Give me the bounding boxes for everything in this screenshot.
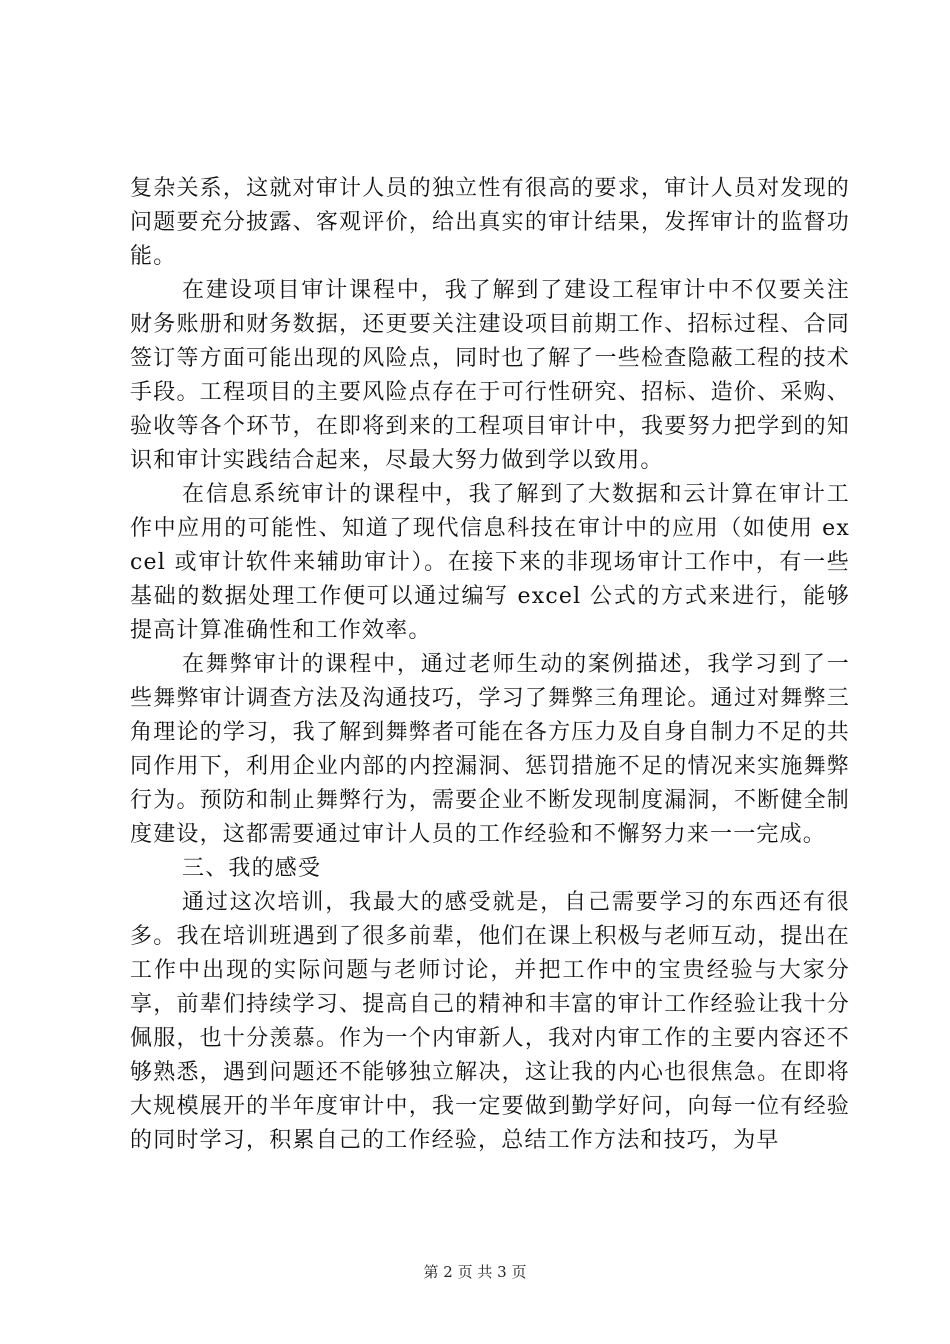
paragraph-feelings: 通过这次培训，我最大的感受就是，自己需要学习的东西还有很多。我在培训班遇到了很多前辈，他们在课上积极与老师互动，提出在工作中出现的实际问题与老师讨论，并把工作中的宝贵经验与大家分享，前辈们持续学习、提高自己的精神和丰富的审计工作经验让我十分佩服，也十分羡慕。作为一个内审新人，我对内审工作的主要内容还不够熟悉，遇到问题还不能够独立解决，这让我的内心也很焦急。在即将大规模展开的半年度审计中，我一定要做到勤学好问，向每一位有经验的同时学习，积累自己的工作经验，总结工作方法和技巧，为早 xyxy=(130,890,850,1153)
paragraph-information-system-audit: 在信息系统审计的课程中，我了解到了大数据和云计算在审计工作中应用的可能性、知道了现代信息科技在审计中的应用（如使用 excel 或审计软件来辅助审计）。在接下来的非现场审计工作中，有一些基础的数据处理工作便可以通过编写 excel 公式的方式来进行，能够提高计算准确性和工作效率。 xyxy=(130,482,850,643)
section-heading-my-feelings: 三、我的感受 xyxy=(182,856,322,881)
paragraph-fraud-audit: 在舞弊审计的课程中，通过老师生动的案例描述，我学习到了一些舞弊审计调查方法及沟通技巧，学习了舞弊三角理论。通过对舞弊三角理论的学习，我了解到舞弊者可能在各方压力及自身自制力不足的共同作用下，利用企业内部的内控漏洞、惩罚措施不足的情况来实施舞弊行为。预防和制止舞弊行为，需要企业不断发现制度漏洞，不断健全制度建设，这都需要通过审计人员的工作经验和不懈努力来一一完成。 xyxy=(130,652,850,847)
page-footer: 第 2 页 共 3 页 xyxy=(423,1263,527,1281)
paragraph-continuation: 复杂关系，这就对审计人员的独立性有很高的要求，审计人员对发现的问题要充分披露、客观评价，给出真实的审计结果，发挥审计的监督功能。 xyxy=(130,176,850,269)
document-body xyxy=(130,172,850,1158)
paragraph-construction-audit: 在建设项目审计课程中，我了解到了建设工程审计中不仅要关注财务账册和财务数据，还更要关注建设项目前期工作、招标过程、合同签订等方面可能出现的风险点，同时也了解了一些检查隐蔽工程的技术手段。工程项目的主要风险点存在于可行性研究、招标、造价、采购、验收等各个环节，在即将到来的工程项目审计中，我要努力把学到的知识和审计实践结合起来，尽最大努力做到学以致用。 xyxy=(130,278,850,473)
